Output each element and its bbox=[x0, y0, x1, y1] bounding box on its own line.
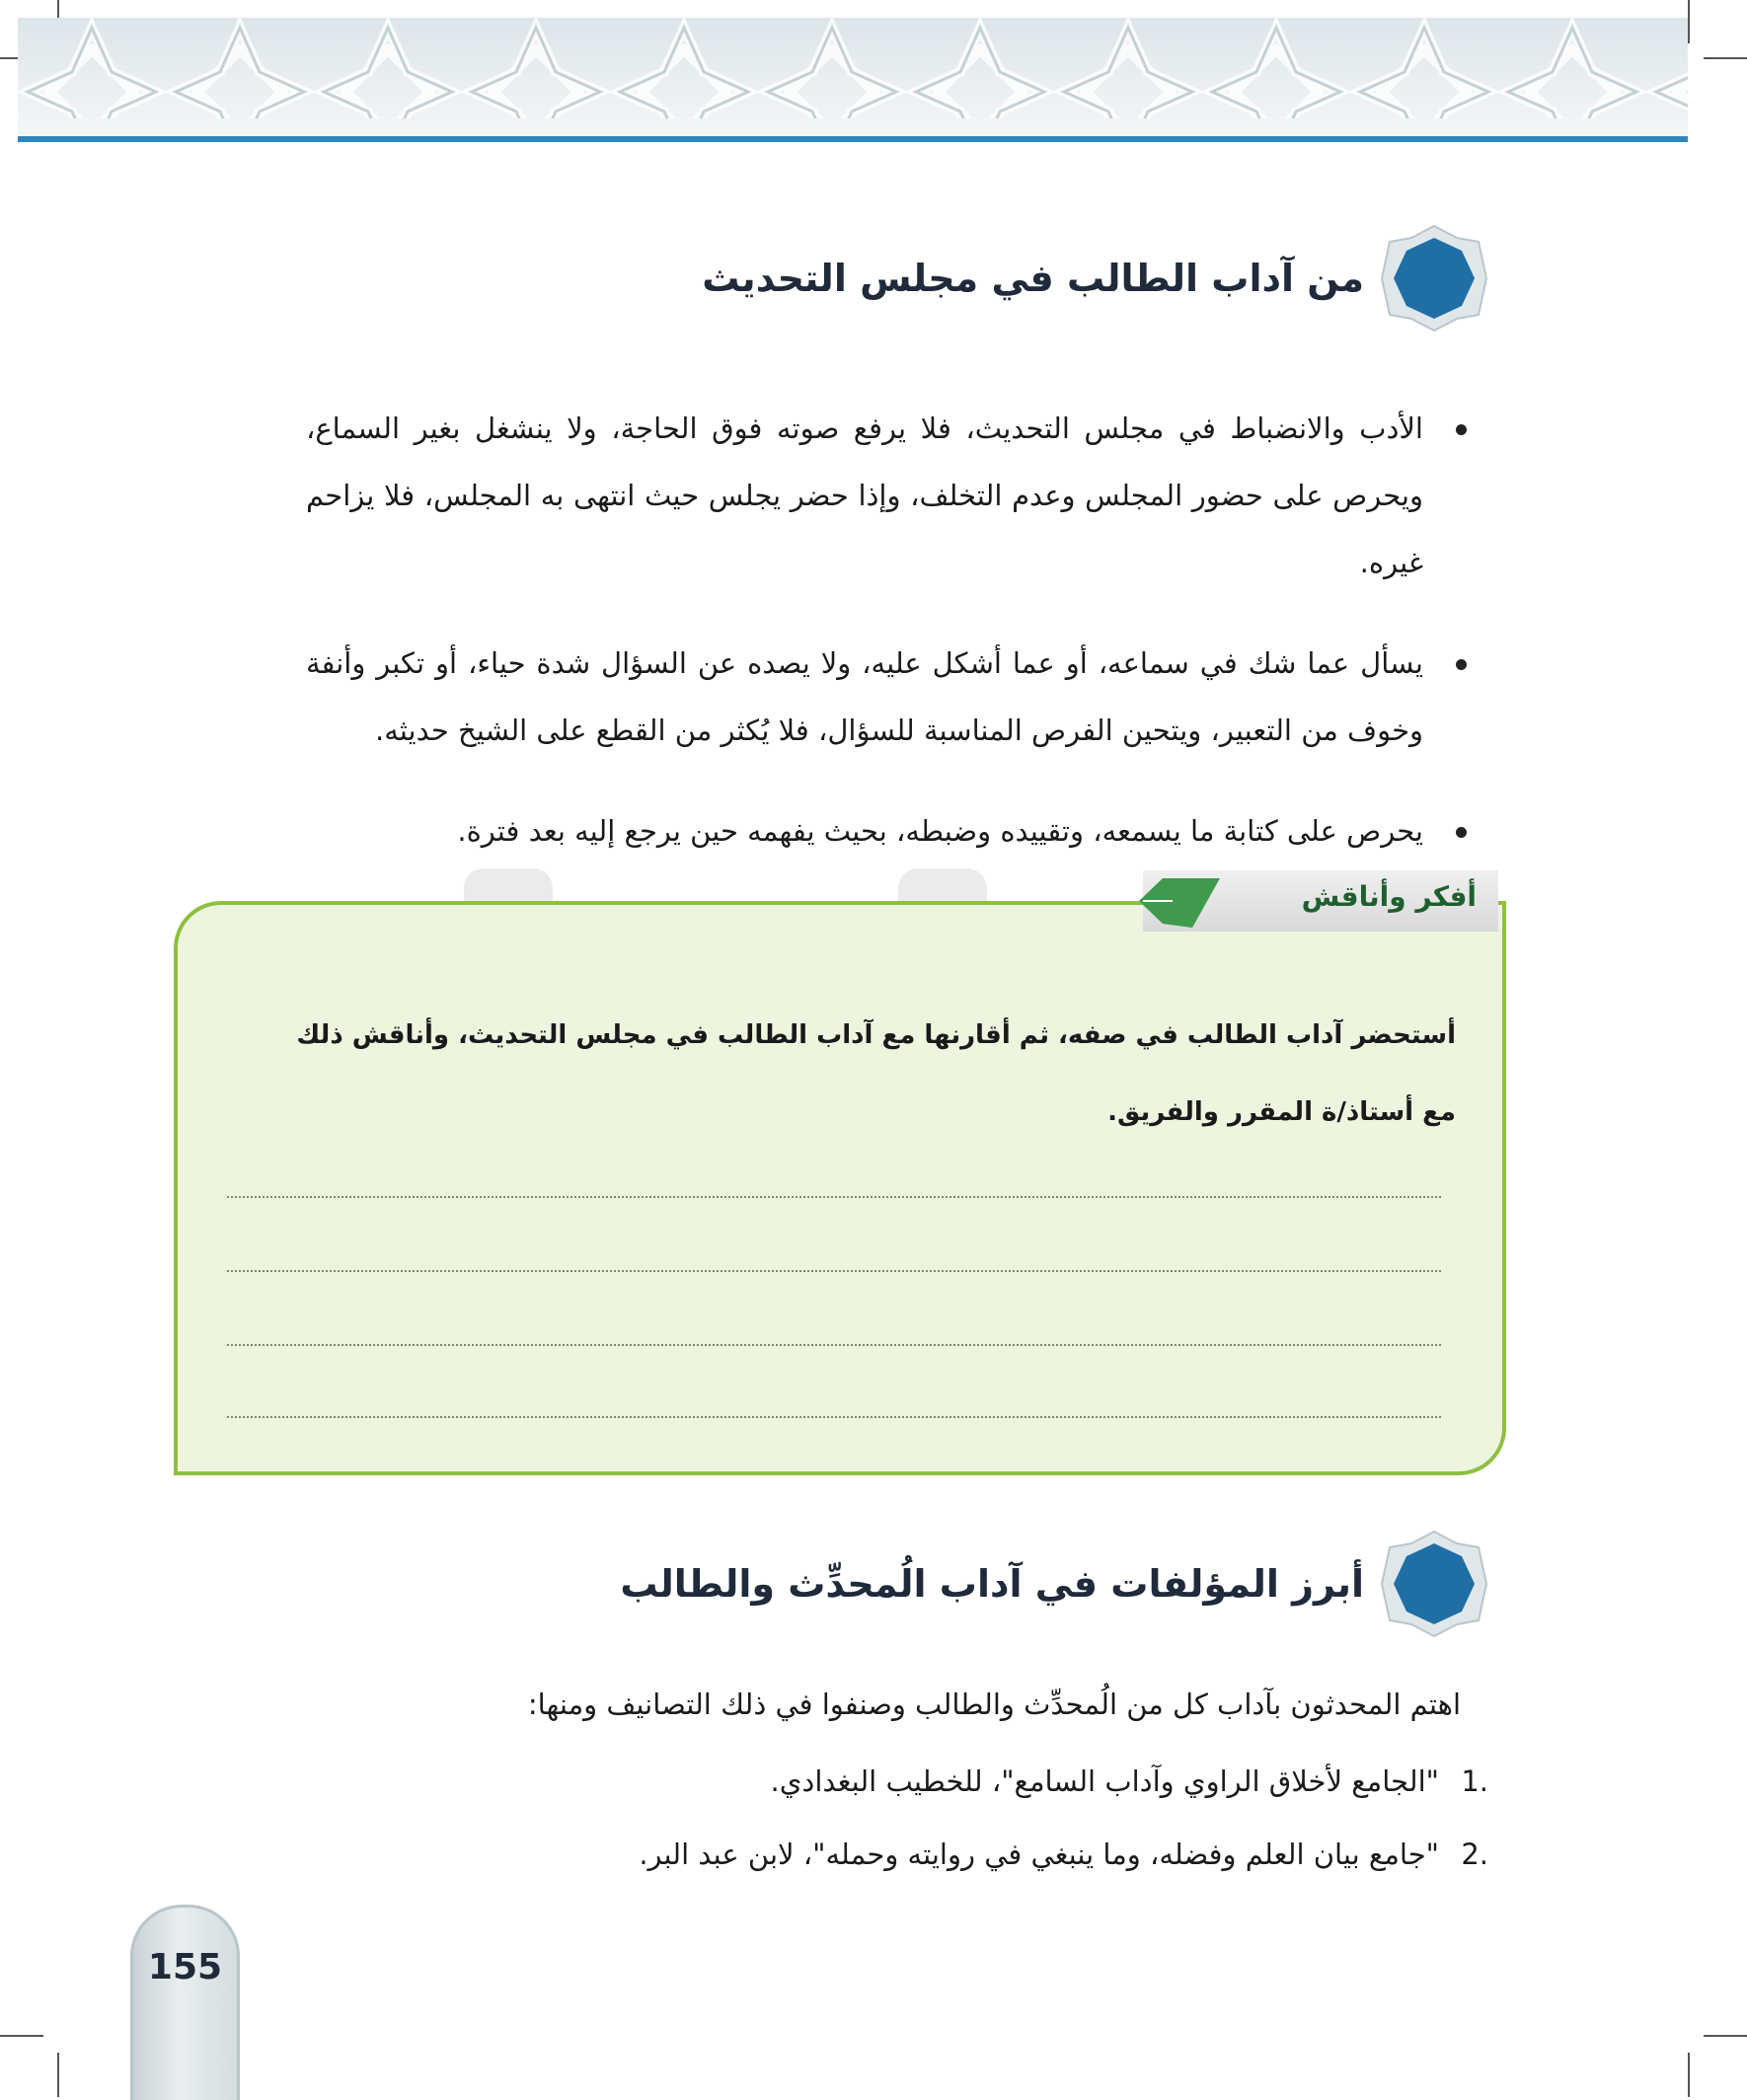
reference-item bbox=[639, 1838, 1488, 1871]
answer-line[interactable] bbox=[227, 1344, 1441, 1346]
pen-nib-icon bbox=[1133, 868, 1222, 934]
section-title: أبرز المؤلفات في آداب الُمحدِّث والطالب bbox=[620, 1562, 1364, 1606]
page-number-tab bbox=[130, 1905, 240, 2100]
etiquette-bullet-list bbox=[306, 395, 1441, 898]
octagon-badge-icon bbox=[1380, 1530, 1488, 1638]
discussion-label: أفكر وأناقش bbox=[1301, 880, 1477, 913]
discussion-box bbox=[174, 901, 1506, 1475]
crop-mark bbox=[0, 2035, 43, 2037]
reference-text: "جامع بيان العلم وفضله، وما ينبغي في روايته وحمله"، لابن عبد البر. bbox=[639, 1838, 1439, 1871]
crop-mark bbox=[1688, 2053, 1690, 2097]
header-rule bbox=[18, 136, 1688, 142]
octagon-badge-icon bbox=[1380, 224, 1488, 333]
reference-number: 2. bbox=[1461, 1838, 1488, 1871]
reference-item bbox=[770, 1764, 1488, 1798]
section-heading-1 bbox=[702, 229, 1488, 328]
bullet-item: يحرص على كتابة ما يسمعه، وتقييده وضبطه، بحيث يفهمه حين يرجع إليه بعد فترة. bbox=[306, 797, 1441, 864]
answer-line[interactable] bbox=[227, 1196, 1441, 1198]
reference-text: "الجامع لأخلاق الراوي وآداب السامع"، للخطيب البغدادي. bbox=[770, 1764, 1439, 1798]
bullet-item: الأدب والانضباط في مجلس التحديث، فلا يرفع صوته فوق الحاجة، ولا ينشغل بغير السماع، ويحرص على حضور المجلس وعدم التخلف، وإذا حضر يجلس حيث انتهى به المجلس، فلا يزاحم غيره. bbox=[306, 395, 1441, 596]
header-pattern-band bbox=[18, 18, 1688, 138]
reference-number: 1. bbox=[1461, 1764, 1488, 1798]
section-title: من آداب الطالب في مجلس التحديث bbox=[702, 257, 1364, 300]
crop-mark bbox=[1688, 0, 1690, 43]
section-heading-2 bbox=[620, 1535, 1488, 1633]
crop-mark bbox=[1704, 2035, 1747, 2037]
answer-line[interactable] bbox=[227, 1270, 1441, 1272]
header-pattern bbox=[18, 18, 1688, 138]
discussion-prompt: أستحضر آداب الطالب في صفه، ثم أقارنها مع آداب الطالب في مجلس التحديث، وأناقش ذلك مع أستاذ/ة المقرر والفريق. bbox=[296, 1020, 1456, 1127]
answer-line[interactable] bbox=[227, 1416, 1441, 1418]
references-intro: اهتم المحدثون بآداب كل من الُمحدِّث والطالب وصنفوا في ذلك التصانيف ومنها: bbox=[527, 1688, 1461, 1721]
crop-mark bbox=[1704, 57, 1747, 59]
bullet-item: يسأل عما شك في سماعه، أو عما أشكل عليه، ولا يصده عن السؤال شدة حياء، أو تكبر وأنفة وخوف من التعبير، ويتحين الفرص المناسبة للسؤال، فلا يُكثر من القطع على الشيخ حديثه. bbox=[306, 630, 1441, 764]
page-number: 155 bbox=[147, 1947, 223, 1988]
crop-mark bbox=[57, 2053, 59, 2097]
